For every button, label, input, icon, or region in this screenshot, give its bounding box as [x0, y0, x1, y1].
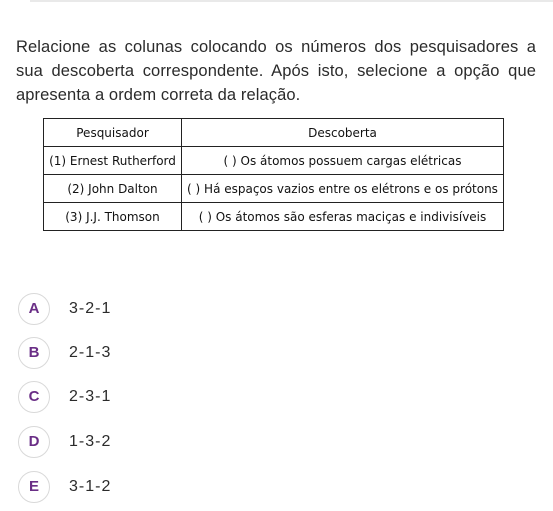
researcher-cell: (3) J.J. Thomson — [44, 203, 182, 231]
option-letter-badge: E — [18, 471, 50, 503]
option-text: 1-3-2 — [69, 433, 112, 450]
table-header-row — [44, 119, 504, 147]
option-text: 3-2-1 — [69, 300, 112, 317]
discovery-cell: ( ) Os átomos possuem cargas elétricas — [182, 147, 504, 175]
option-a[interactable] — [18, 293, 318, 327]
option-letter-badge: D — [18, 426, 50, 458]
question-text: Relacione as colunas colocando os números dos pesquisadores a sua descoberta correspondente. Após isto, selecione a opção que apresenta a ordem correta da relação. — [16, 37, 536, 104]
discovery-cell: ( ) Os átomos são esferas maciças e indivisíveis — [182, 203, 504, 231]
option-text: 2-1-3 — [69, 344, 112, 361]
discovery-cell: ( ) Há espaços vazios entre os elétrons e os prótons — [182, 175, 504, 203]
option-text: 2-3-1 — [69, 388, 112, 405]
table-row — [44, 203, 504, 231]
researcher-cell: (2) John Dalton — [44, 175, 182, 203]
header-pesquisador: Pesquisador — [44, 119, 182, 147]
option-letter-badge: C — [18, 381, 50, 413]
option-c[interactable] — [18, 381, 318, 415]
table-row — [44, 147, 504, 175]
top-divider — [30, 0, 553, 2]
option-text: 3-1-2 — [69, 478, 112, 495]
option-e[interactable] — [18, 471, 318, 505]
option-letter-badge: A — [18, 293, 50, 325]
header-descoberta: Descoberta — [182, 119, 504, 147]
relation-table — [43, 118, 504, 231]
option-d[interactable] — [18, 426, 318, 460]
researcher-cell: (1) Ernest Rutherford — [44, 147, 182, 175]
table-row — [44, 175, 504, 203]
option-b[interactable] — [18, 337, 318, 371]
option-letter-badge: B — [18, 337, 50, 369]
